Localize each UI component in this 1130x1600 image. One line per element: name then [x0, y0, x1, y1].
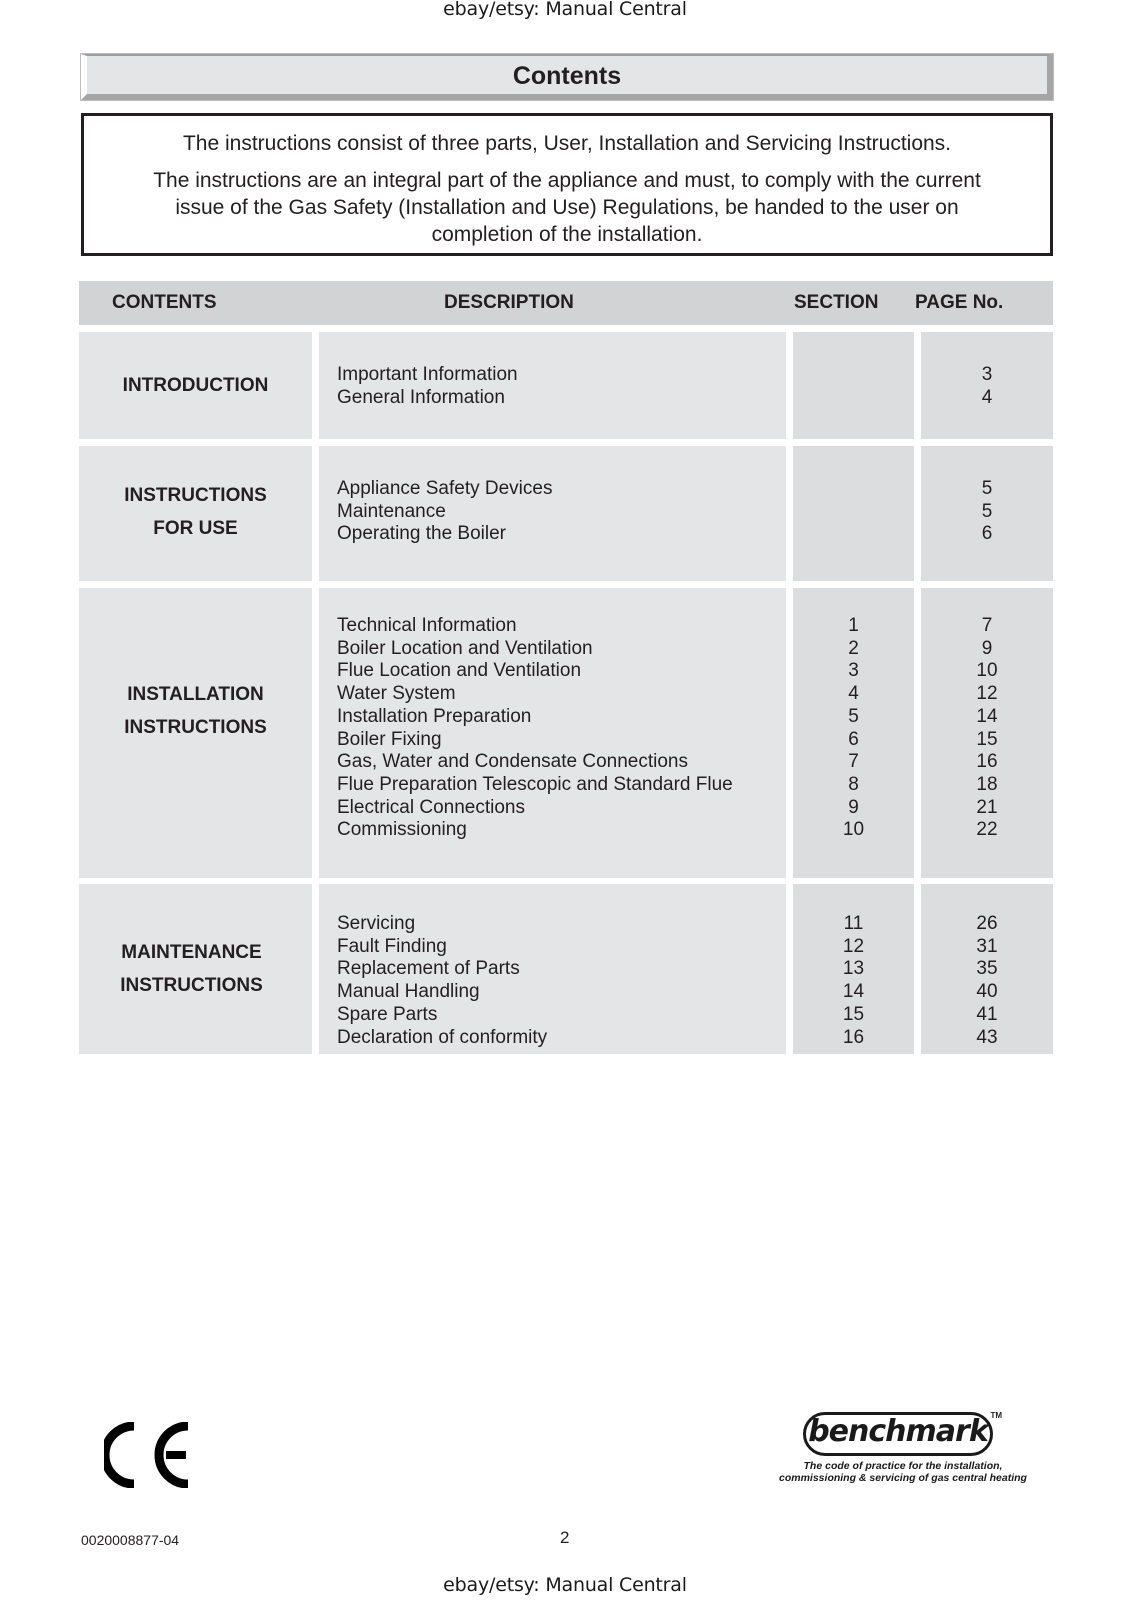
page-number: 2: [560, 1528, 570, 1547]
section-number-cell: 3: [848, 660, 859, 682]
toc-link[interactable]: Declaration of conformity: [337, 1026, 548, 1048]
page-number-cell: 12: [976, 683, 998, 705]
page-number-cell: 43: [976, 1026, 998, 1048]
page-number-cell: 16: [976, 751, 998, 773]
toc-group-installation-instructions: [79, 588, 1053, 878]
toc-link[interactable]: Servicing: [337, 913, 416, 934]
page-number-cell: 31: [976, 935, 998, 957]
section-number-cell: 9: [848, 796, 859, 818]
page-number-cell: 15: [976, 728, 998, 750]
intro-line-1: The instructions consist of three parts, User, Installation and Servicing Instructions.: [182, 132, 952, 155]
toc-link[interactable]: Electrical Connections: [337, 796, 525, 818]
page-number-cell: 18: [976, 773, 998, 795]
trademark-mark: TM: [990, 1411, 1002, 1420]
page-number-cell: 10: [976, 660, 998, 682]
section-list: [793, 913, 914, 1049]
page-title-bar: [81, 54, 1053, 100]
toc-link[interactable]: Flue Location and Ventilation: [337, 660, 582, 682]
toc-link[interactable]: Boiler Location and Ventilation: [337, 637, 593, 659]
section-number-cell: 12: [842, 935, 865, 957]
toc-link[interactable]: Water System: [337, 683, 456, 705]
description-list: [337, 364, 518, 409]
section-cell: [793, 332, 914, 439]
benchmark-logo-badge: [803, 1411, 1002, 1456]
benchmark-wordmark: benchmark: [808, 1414, 988, 1449]
toc-link[interactable]: Maintenance: [337, 500, 446, 522]
toc-link[interactable]: Flue Preparation Telescopic and Standard Flue: [337, 773, 733, 795]
document-code: 0020008877-04: [81, 1532, 180, 1548]
page-number-cell: 26: [976, 913, 998, 934]
section-list: [793, 615, 914, 842]
intro-line-2b: issue of the Gas Safety (Installation and Use) Regulations, be handed to the user on: [175, 196, 959, 219]
intro-line-2c: completion of the installation.: [431, 223, 703, 246]
toc-link[interactable]: Installation Preparation: [337, 705, 532, 727]
category-label: MAINTENANCE INSTRUCTIONS: [120, 942, 263, 996]
page-number-cell: 6: [981, 523, 993, 545]
header-page: PAGE No.: [915, 292, 1004, 313]
page-title: Contents: [512, 62, 622, 90]
toc-link[interactable]: Commissioning: [337, 819, 467, 841]
header-section: SECTION: [794, 292, 879, 313]
toc-link[interactable]: Spare Parts: [337, 1003, 438, 1025]
page-number-cell: 21: [976, 796, 998, 818]
toc-group-instructions-for-use: [79, 446, 1053, 581]
category-label: INTRODUCTION: [122, 375, 269, 396]
section-number-cell: 15: [842, 1003, 865, 1025]
toc-link[interactable]: Replacement of Parts: [337, 958, 520, 980]
toc-link[interactable]: Gas, Water and Condensate Connections: [337, 751, 688, 773]
section-number-cell: 16: [842, 1026, 865, 1048]
toc-group-maintenance-instructions: [79, 884, 1053, 1054]
page-number-cell: 7: [981, 615, 993, 636]
page-number-cell: 3: [981, 364, 993, 385]
page-number-cell: 22: [976, 819, 998, 841]
toc-link[interactable]: Operating the Boiler: [337, 523, 506, 545]
toc-link[interactable]: Manual Handling: [337, 981, 480, 1003]
section-number-cell: 13: [842, 958, 865, 980]
page-list: [921, 913, 1053, 1049]
section-number-cell: 14: [842, 981, 865, 1003]
toc-link[interactable]: Boiler Fixing: [337, 728, 442, 750]
page-number-cell: 5: [981, 500, 993, 522]
toc-link[interactable]: Important Information: [337, 364, 518, 385]
section-number-cell: 5: [848, 705, 859, 727]
description-list: [337, 478, 552, 546]
section-number-cell: 10: [842, 819, 865, 841]
toc-group-introduction: [79, 332, 1053, 439]
toc-header-row: [79, 281, 1053, 325]
page-number-cell: 35: [976, 958, 998, 980]
page-number-cell: 5: [981, 478, 993, 499]
section-number-cell: 11: [843, 913, 864, 934]
toc-link[interactable]: General Information: [337, 386, 505, 408]
section-number-cell: 7: [848, 751, 859, 773]
section-number-cell: 1: [848, 615, 859, 636]
page-list: [921, 478, 1053, 546]
toc-link[interactable]: Appliance Safety Devices: [337, 478, 553, 499]
section-number-cell: 2: [848, 637, 859, 659]
section-number-cell: 6: [848, 728, 859, 750]
toc-link[interactable]: Technical Information: [337, 615, 517, 636]
page-number-cell: 40: [976, 981, 998, 1003]
intro-line-2a: The instructions are an integral part of the appliance and must, to comply with the current: [153, 169, 981, 192]
section-number-cell: 8: [848, 773, 859, 795]
header-description: DESCRIPTION: [444, 292, 574, 313]
page-list: [921, 615, 1053, 842]
ce-mark-icon: [104, 1422, 196, 1488]
category-label: INSTALLATION INSTRUCTIONS: [124, 684, 267, 738]
page-number-cell: 9: [981, 637, 993, 659]
section-cell: [793, 446, 914, 581]
page-number-cell: 4: [981, 386, 993, 408]
section-number-cell: 4: [848, 683, 859, 705]
page-list: [921, 364, 1053, 409]
watermark-footer: ebay/etsy: Manual Central: [443, 1574, 687, 1596]
category-label: INSTRUCTIONS FOR USE: [124, 485, 267, 539]
watermark-header: ebay/etsy: Manual Central: [443, 0, 687, 20]
intro-notice-box: [81, 113, 1053, 256]
page-number-cell: 41: [976, 1003, 998, 1025]
benchmark-tagline: The code of practice for the installation, commissioning & servicing of gas central heating: [779, 1460, 1027, 1484]
page-number-cell: 14: [976, 705, 998, 727]
header-contents: CONTENTS: [112, 292, 217, 313]
benchmark-logo: [758, 1412, 1048, 1492]
description-list: [337, 913, 547, 1049]
description-list: [337, 615, 733, 842]
toc-link[interactable]: Fault Finding: [337, 935, 447, 957]
